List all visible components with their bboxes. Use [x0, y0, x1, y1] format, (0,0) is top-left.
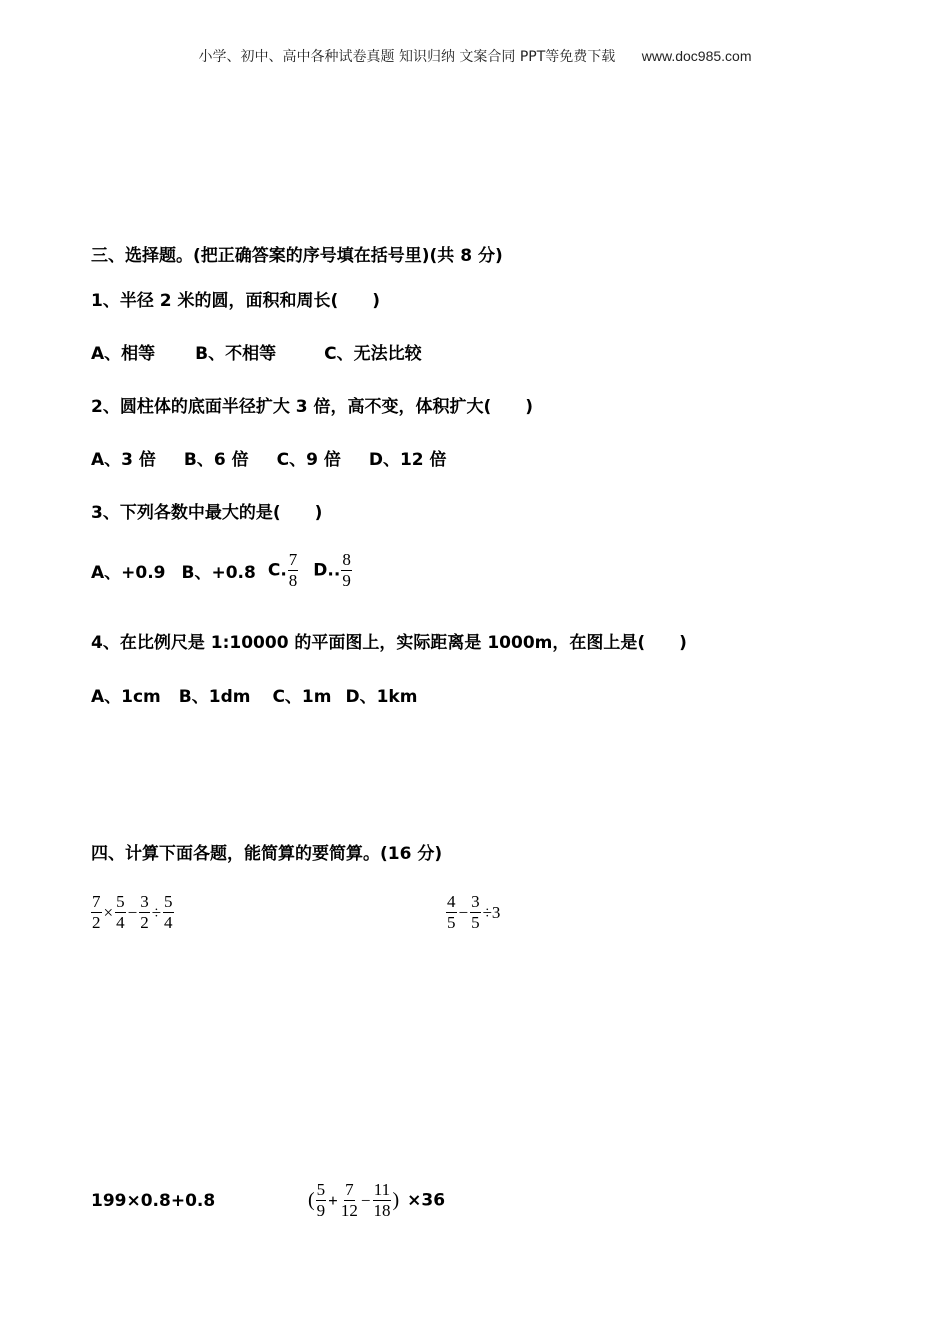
q2-option-a: A、3 倍: [91, 450, 156, 470]
expression-tail: ×36: [407, 1190, 446, 1211]
fraction-denominator: 9: [342, 571, 351, 590]
fraction-denominator: 4: [164, 913, 173, 932]
expression-2: [445, 892, 501, 933]
q3-option-a: A、+0.9: [91, 563, 166, 583]
fraction: [163, 892, 174, 933]
q3-option-d-label: D..: [313, 560, 341, 581]
q1-option-a: A、相等: [91, 344, 156, 364]
fraction: [316, 1180, 327, 1221]
fraction: [372, 1180, 391, 1221]
left-paren: (: [308, 1189, 315, 1211]
fraction: [470, 892, 481, 933]
q3-option-c-label: C.: [267, 560, 287, 581]
operator: ×: [103, 902, 114, 922]
expression-1: [90, 892, 175, 933]
q2-options: [91, 445, 447, 470]
q4-option-b: B、1dm: [178, 687, 251, 707]
q2-option-c: C、9 倍: [276, 450, 341, 470]
fraction-denominator: 18: [373, 1201, 391, 1220]
header-url: www.doc985.com: [641, 48, 752, 64]
right-paren: ): [392, 1189, 400, 1211]
fraction-numerator: 8: [342, 550, 351, 569]
operator: ÷3: [482, 902, 501, 922]
fraction: [139, 892, 150, 933]
fraction-numerator: 5: [316, 1180, 326, 1199]
fraction-denominator: 5: [471, 913, 480, 932]
fraction: [446, 892, 457, 933]
fraction-numerator: 4: [447, 892, 456, 911]
expression-4: [308, 1180, 445, 1221]
q4-option-a: A、1cm: [91, 687, 161, 707]
q3-option-d-fraction: [341, 550, 352, 591]
expression-3: 199×0.8+0.8: [91, 1191, 216, 1211]
fraction-numerator: 7: [92, 892, 101, 911]
fraction-numerator: 3: [140, 892, 149, 911]
q2-option-d: D、12 倍: [368, 450, 447, 470]
operator: +: [328, 1190, 338, 1210]
q4-option-d: D、1km: [345, 687, 418, 707]
fraction-numerator: 5: [116, 892, 125, 911]
q1-text: 1、半径 2 米的圆，面积和周长( ): [91, 291, 381, 311]
fraction-denominator: 2: [92, 913, 101, 932]
section4-title: 四、计算下面各题，能简算的要简算。(16 分): [91, 844, 443, 864]
q3-option-b: B、+0.8: [181, 563, 256, 583]
fraction-denominator: 4: [116, 913, 125, 932]
fraction: [340, 1180, 359, 1221]
fraction-denominator: 12: [340, 1201, 358, 1220]
operator: −: [360, 1190, 371, 1210]
fraction-denominator: 9: [316, 1201, 326, 1220]
operator: ÷: [151, 902, 162, 922]
header-text: 小学、初中、高中各种试卷真题 知识归纳 文案合同 PPT等免费下载: [198, 49, 616, 65]
fraction-numerator: 7: [345, 1180, 354, 1199]
fraction-denominator: 8: [288, 571, 298, 590]
q2-text: 2、圆柱体的底面半径扩大 3 倍，高不变，体积扩大( ): [91, 397, 534, 417]
page-header: [0, 46, 950, 66]
fraction-numerator: 11: [373, 1180, 391, 1199]
q4-text: 4、在比例尺是 1:10000 的平面图上，实际距离是 1000m，在图上是( ): [91, 633, 687, 653]
q4-options: [91, 682, 417, 707]
fraction-numerator: 5: [164, 892, 173, 911]
q3-option-c-fraction: [288, 550, 299, 591]
q4-option-c: C、1m: [272, 687, 332, 707]
q1-option-b: B、不相等: [195, 344, 277, 364]
q3-options: [91, 550, 353, 591]
fraction-numerator: 3: [471, 892, 480, 911]
q3-text: 3、下列各数中最大的是( ): [91, 503, 323, 523]
fraction-denominator: 5: [447, 913, 456, 932]
fraction-denominator: 2: [140, 913, 149, 932]
fraction: [115, 892, 126, 933]
q1-option-c: C、无法比较: [324, 344, 422, 364]
fraction: [91, 892, 102, 933]
operator: −: [127, 902, 138, 922]
operator: −: [458, 902, 469, 922]
q1-options: [91, 339, 422, 364]
fraction-numerator: 7: [288, 550, 298, 569]
q2-option-b: B、6 倍: [183, 450, 249, 470]
section3-title: 三、选择题。(把正确答案的序号填在括号里)(共 8 分): [91, 246, 503, 266]
